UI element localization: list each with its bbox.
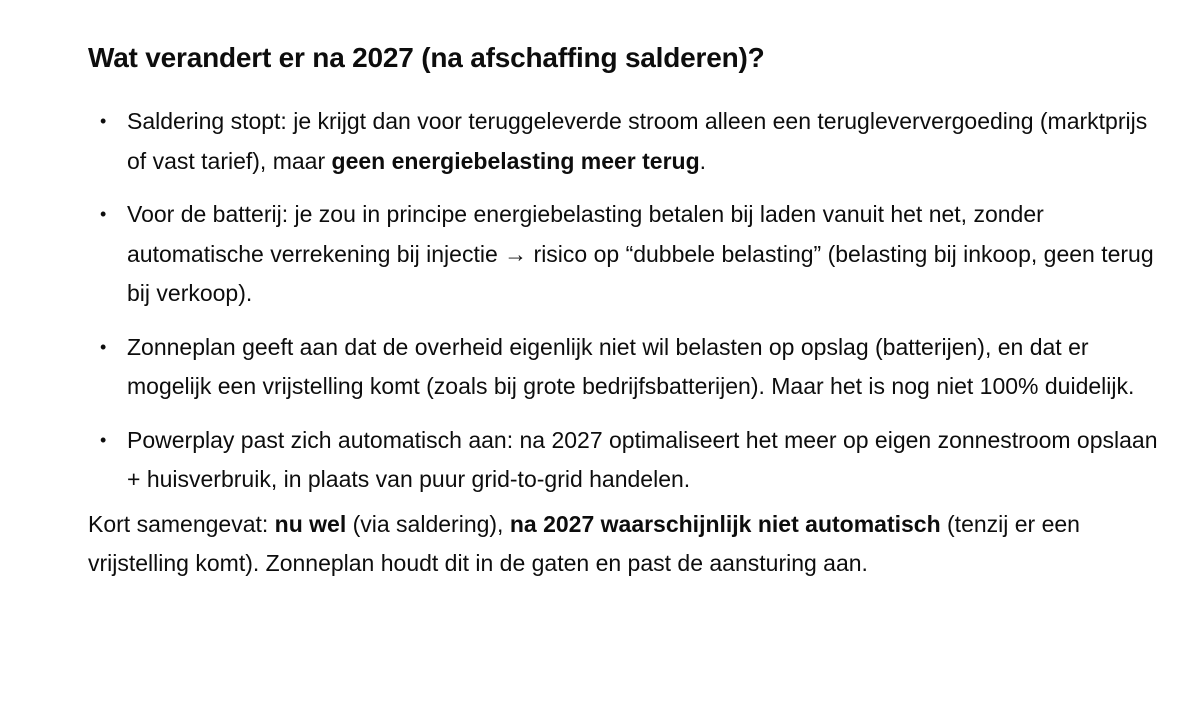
list-item-text: Voor de batterij: je zou in principe energiebelasting betalen bij laden vanuit het net, zonder automatische verrekening bij injectie → risico op “dubbele belasting” (belasting bij inkoop, geen terug bij verkoop). [127,201,1154,306]
summary-text: (via saldering), [346,510,510,537]
section-heading: Wat verandert er na 2027 (na afschaffing salderen)? [88,42,765,73]
summary-bold: nu wel [274,510,347,537]
summary-text: (tenzij er een vrijstelling komt). Zonneplan houdt dit in de gaten en past de aansturing aan. [88,510,1080,576]
list-item-text: Zonneplan geeft aan dat de overheid eigenlijk niet wil belasten op opslag (batterijen), en dat er mogelijk een vrijstelling komt (zoals bij grote bedrijfsbatterijen). Maar het is nog niet 100% duidelijk. [127,333,1135,399]
list-item [88,102,1158,181]
summary-paragraph [88,505,1158,584]
bullet-list [88,102,1158,500]
list-item-text: Saldering stopt: je krijgt dan voor teruggeleverde stroom alleen een terugleververgoeding (marktprijs of vast tarief), maar [127,108,1148,174]
list-item-text: . [699,147,707,174]
summary-bold: na 2027 waarschijnlijk niet automatisch [509,510,941,537]
list-item-bold: geen energiebelasting meer terug [331,147,700,174]
list-item [88,195,1158,314]
message-content [88,36,1158,584]
list-item-text: Powerplay past zich automatisch aan: na 2027 optimaliseert het meer op eigen zonnestroom opslaan + huisverbruik, in plaats van puur grid-to-grid handelen. [127,426,1158,492]
summary-text: Kort samengevat: [88,510,275,537]
list-item [88,328,1158,407]
list-item [88,421,1158,500]
